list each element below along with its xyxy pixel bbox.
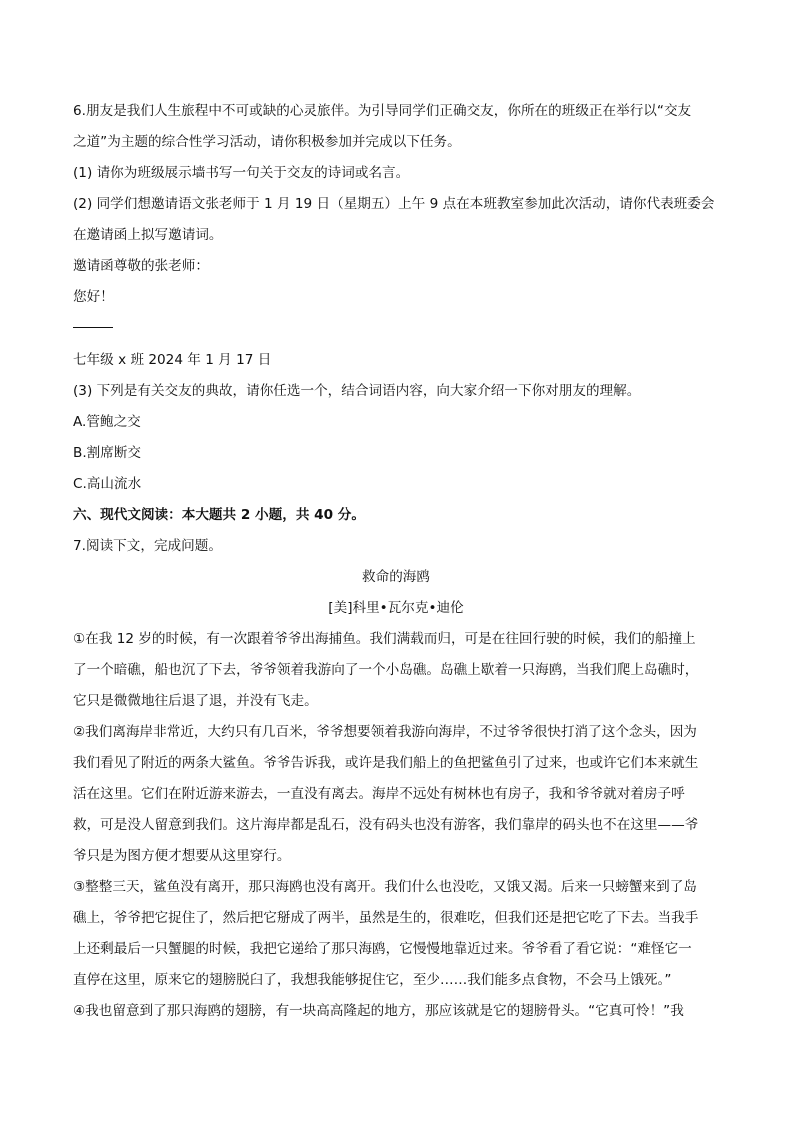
passage-line: 它只是微微地往后退了退，并没有飞走。 — [73, 693, 318, 709]
letter-answer-blank — [73, 313, 113, 328]
passage-line: 救，可是没人留意到我们。这片海岸都是乱石，没有码头也没有游客，我们靠岸的码头也不在这里——爷 — [73, 817, 699, 833]
passage-line: 活在这里。它们在附近游来游去，一直没有离去。海岸不远处有树林也有房子，我和爷爷就对着房子呼 — [73, 786, 685, 802]
q6-sub-question-2-line-1: (2) 同学们想邀请语文张老师于 1 月 19 日（星期五）上午 9 点在本班教室参加此次活动，请你代表班委会 — [73, 196, 715, 212]
section-heading-prefix: 六、现代文阅读： — [73, 507, 182, 523]
passage-line: 直停在这里，原来它的翅膀脱臼了，我想我能够捉住它，至少……我们能多点食物，不会马上饿死。” — [73, 972, 672, 988]
document-content — [73, 96, 719, 1027]
passage-line: ①在我 12 岁的时候，有一次跟着爷爷出海捕鱼。我们满载而归，可是在往回行驶的时候，我们的船撞上 — [73, 631, 696, 647]
q6-line-1: 6.朋友是我们人生旅程中不可或缺的心灵旅伴。为引导同学们正确交友，你所在的班级正在举行以“交友 — [73, 103, 692, 119]
passage-line: ②我们离海岸非常近，大约只有几百米，爷爷想要领着我游向海岸，不过爷爷很快打消了这个念头，因为 — [73, 724, 697, 740]
passage-line: 爷只是为图方便才想要从这里穿行。 — [73, 848, 291, 864]
passage-line: 了一个暗礁，船也沉了下去，爷爷领着我游向了一个小岛礁。岛礁上歇着一只海鸥，当我们爬上岛礁时， — [73, 662, 699, 678]
q6-line-2: 之道”为主题的综合性学习活动，请你积极参加并完成以下任务。 — [73, 134, 461, 150]
passage-line: ③整整三天，鲨鱼没有离开，那只海鸥也没有离开。我们什么也没吃，又饿又渴。后来一只螃蟹来到了岛 — [73, 879, 697, 895]
section-heading — [73, 500, 719, 531]
letter-signature: 七年级 x 班 2024 年 1 月 17 日 — [73, 352, 272, 368]
letter-greeting: 您好！ — [73, 289, 114, 305]
option-c: C.高山流水 — [73, 476, 142, 492]
letter-salutation: 邀请函尊敬的张老师： — [73, 258, 209, 274]
passage-line: 上还剩最后一只蟹腿的时候，我把它递给了那只海鸥，它慢慢地靠近过来。爷爷看了看它说：“难怪它一 — [73, 941, 692, 957]
q6-sub-question-2-line-2: 在邀请函上拟写邀请词。 — [73, 227, 223, 243]
q6-sub-question-3: (3) 下列是有关交友的典故，请你任选一个，结合词语内容，向大家介绍一下你对朋友的理解。 — [73, 383, 641, 399]
passage-line: 我们看见了附近的两条大鲨鱼。爷爷告诉我，或许是我们船上的鱼把鲨鱼引了过来，也或许它们本来就生 — [73, 755, 699, 771]
passage-author: [美]科里•瓦尔克•迪伦 — [328, 600, 464, 616]
option-b: B.割席断交 — [73, 445, 142, 461]
option-a: A.管鲍之交 — [73, 414, 141, 430]
q6-sub-question-1: (1) 请你为班级展示墙书写一句关于交友的诗词或名言。 — [73, 165, 410, 181]
q7-prompt: 7.阅读下文，完成问题。 — [73, 538, 222, 554]
passage-line: ④我也留意到了那只海鸥的翅膀，有一块高高隆起的地方，那应该就是它的翅膀骨头。“它真可怜！”我 — [73, 1003, 684, 1019]
passage-title: 救命的海鸥 — [362, 569, 430, 585]
section-heading-text: 本大题共 2 小题，共 40 分。 — [181, 507, 365, 523]
passage-line: 礁上，爷爷把它捉住了，然后把它掰成了两半，虽然是生的，很难吃，但我们还是把它吃了下去。当我手 — [73, 910, 699, 926]
